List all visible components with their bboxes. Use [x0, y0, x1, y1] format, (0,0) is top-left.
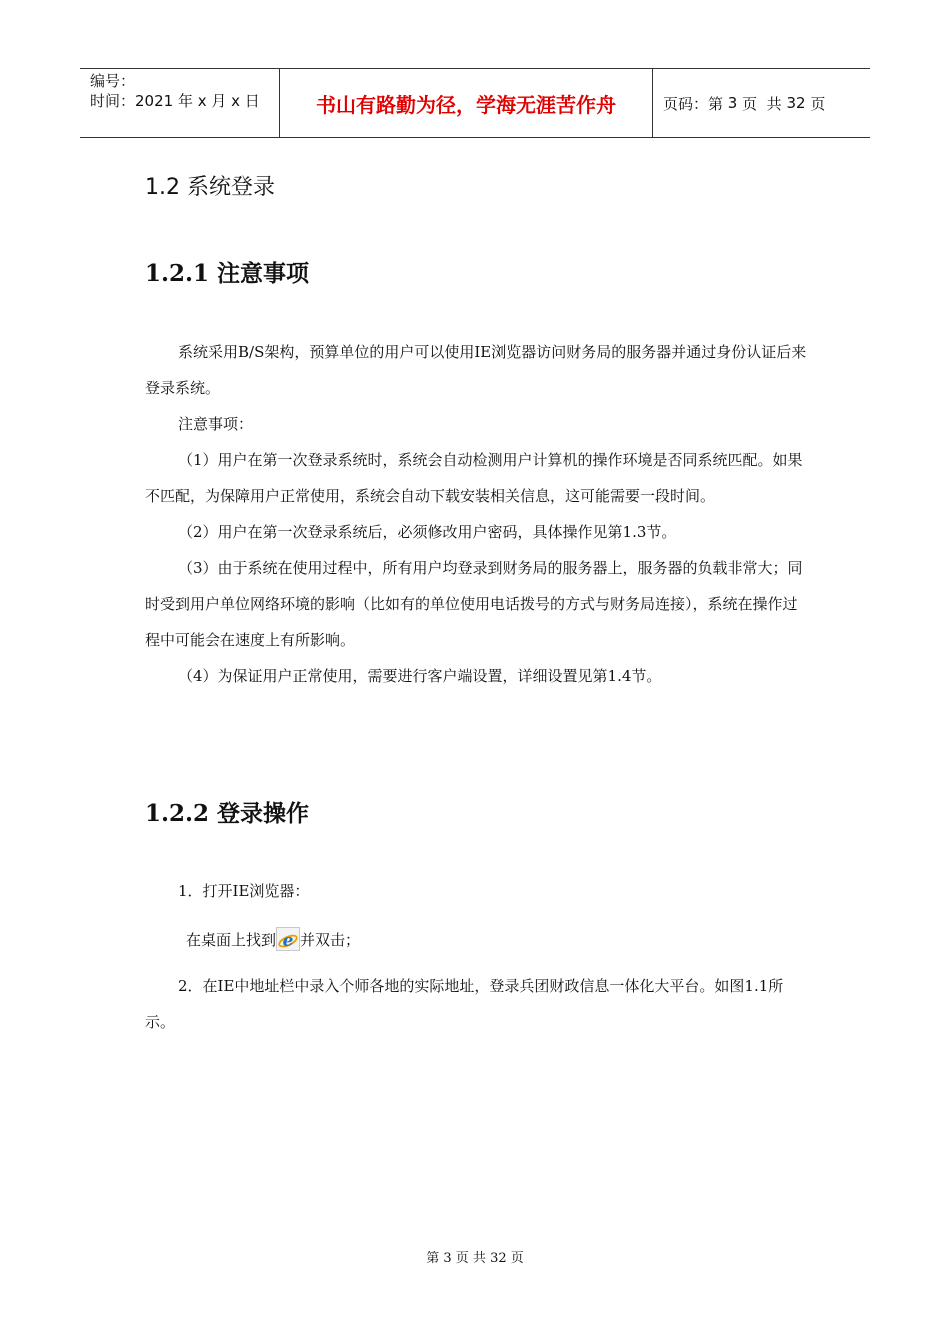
notes-heading: 1.2.1 注意事项 — [145, 260, 310, 287]
page-current: 3 — [727, 94, 738, 112]
code-label: 编号： — [90, 72, 136, 90]
header-motto: 书山有路勤为径，学海无涯苦作舟 — [280, 69, 653, 137]
notes-paragraph: （4）为保证用户正常使用，需要进行客户端设置，详细设置见第1.4节。 — [178, 667, 662, 685]
time-label: 时间：2021 年 x 月 x 日 — [90, 92, 260, 110]
notes-paragraph: （3）由于系统在使用过程中，所有用户均登录到财务局的服务器上，服务器的负载非常大；同时受到用户单位网络环境的影响（比如有的单位使用电话拨号的方式与财务局连接），系统在操作过程中可能会在速度上有所影响。 — [145, 559, 803, 649]
svg-text:e: e — [282, 931, 294, 951]
page-prefix: 页码：第 — [663, 94, 724, 113]
login-step-2 — [145, 968, 810, 1040]
page-footer — [0, 1247, 950, 1266]
notes-paragraph: （1）用户在第一次登录系统时，系统会自动检测用户计算机的操作环境是否同系统匹配。如果不匹配，为保障用户正常使用，系统会自动下载安装相关信息，这可能需要一段时间。 — [145, 451, 803, 505]
footer-suffix: 页 — [510, 1251, 524, 1266]
section-title: 1.2 系统登录 — [145, 175, 275, 200]
notes-paragraph: 系统采用B/S架构，预算单位的用户可以使用IE浏览器访问财务局的服务器并通过身份认证后来登录系统。 — [145, 343, 807, 397]
login-step-2-text: 2．在IE中地址栏中录入个师各地的实际地址，登录兵团财政信息一体化大平台。如图1.1所示。 — [145, 977, 784, 1031]
footer-prefix: 第 — [426, 1251, 440, 1266]
notes-paragraph: （2）用户在第一次登录系统后，必须修改用户密码，具体操作见第1.3节。 — [178, 523, 677, 541]
page-header — [80, 68, 870, 138]
footer-total: 32 — [490, 1251, 507, 1266]
footer-current: 3 — [443, 1251, 452, 1266]
notes-paragraph: 注意事项： — [178, 415, 254, 433]
login-step-1-detail — [186, 922, 360, 958]
login-step-1: 1．打开IE浏览器： — [178, 882, 310, 900]
step-detail-before: 在桌面上找到 — [186, 931, 277, 949]
page-total: 32 — [786, 94, 806, 112]
step-detail-after: 并双击； — [300, 931, 361, 949]
header-meta — [80, 69, 280, 137]
page-suffix: 页 — [810, 94, 826, 113]
header-page-number — [653, 69, 870, 137]
ie-browser-icon — [276, 927, 300, 951]
login-heading: 1.2.2 登录操作 — [145, 800, 310, 827]
page-mid: 页 共 — [742, 94, 782, 113]
notes-body — [145, 334, 810, 694]
footer-mid: 页 共 — [455, 1251, 486, 1266]
